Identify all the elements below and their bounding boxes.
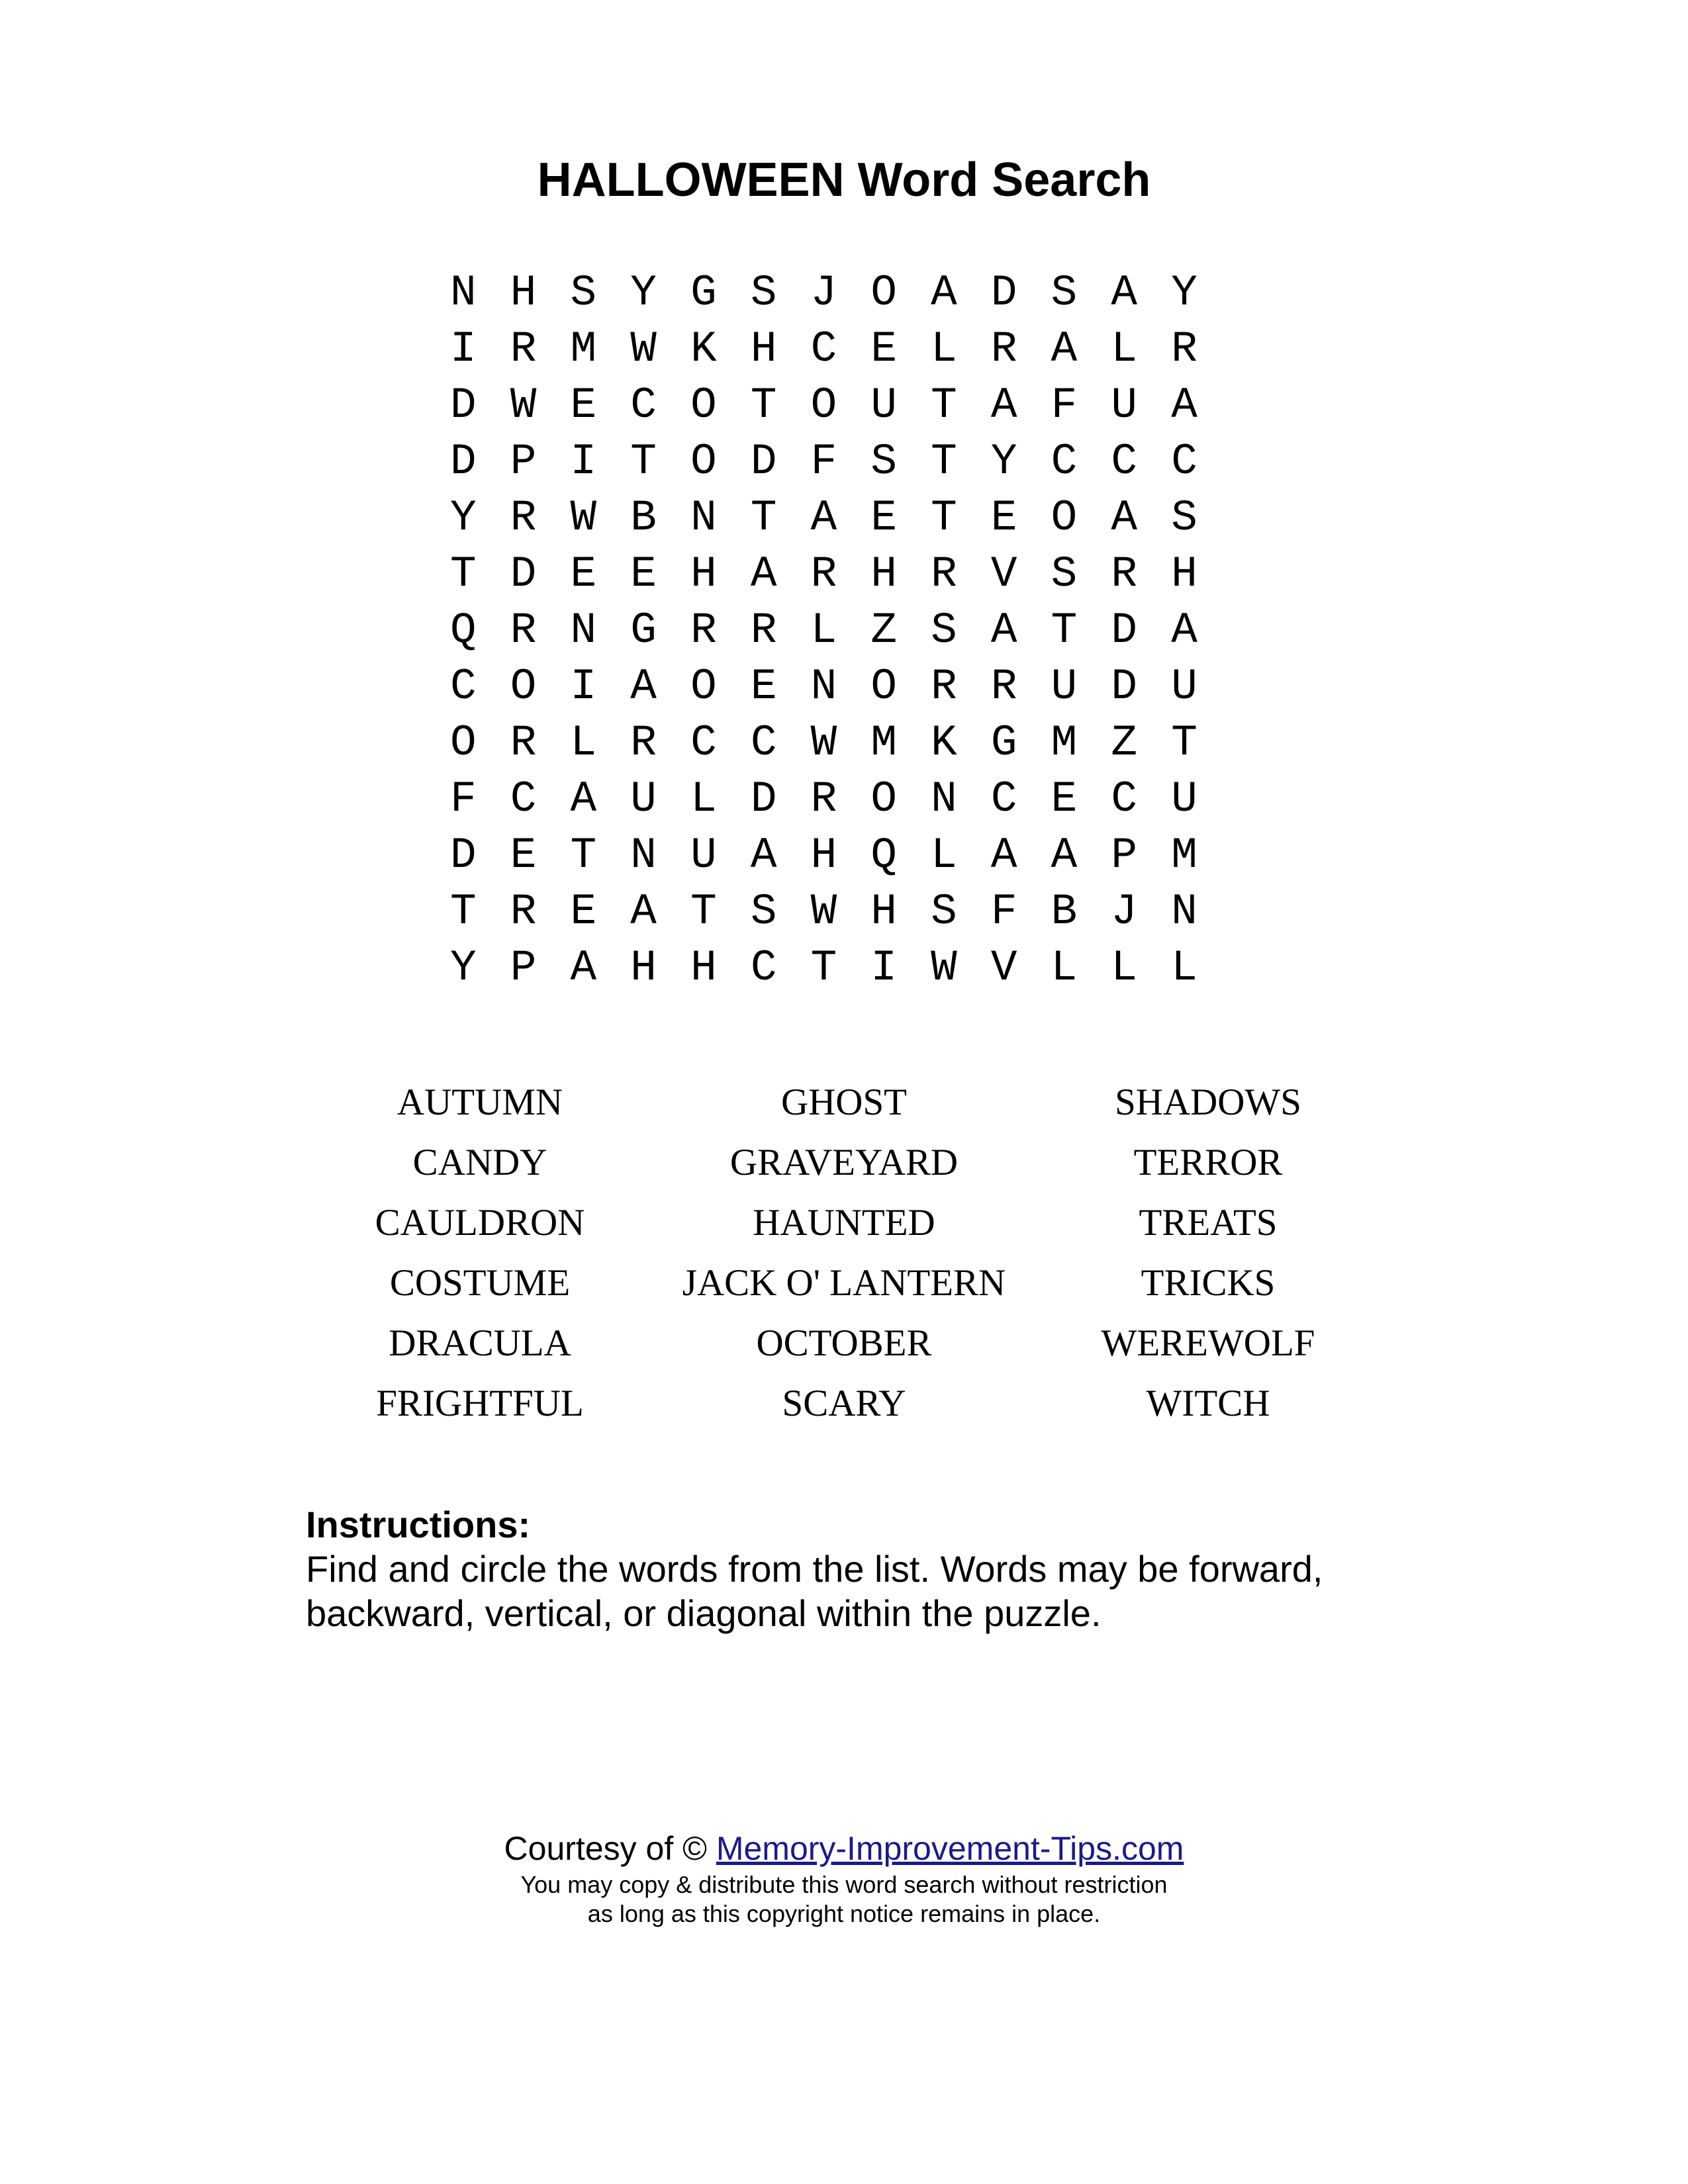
grid-letter: R	[931, 662, 957, 711]
site-link[interactable]: Memory-Improvement-Tips.com	[716, 1830, 1184, 1867]
grid-letter: S	[1051, 268, 1078, 318]
grid-letter: S	[1171, 493, 1197, 543]
grid-letter: H	[750, 324, 777, 374]
grid-letter: R	[690, 606, 717, 655]
grid-letter: H	[870, 549, 897, 599]
grid-letter: W	[510, 381, 537, 430]
grid-letter: E	[630, 549, 657, 599]
grid-letter: A	[630, 887, 657, 936]
grid-letter: W	[810, 718, 837, 768]
grid-letter: C	[1171, 437, 1197, 486]
letter-grid	[450, 265, 1231, 996]
grid-letter: M	[1171, 831, 1197, 880]
grid-letter: Q	[450, 606, 477, 655]
word-item: SCARY	[782, 1383, 906, 1424]
grid-letter: Z	[1111, 718, 1138, 768]
grid-letter: A	[1111, 493, 1138, 543]
word-column	[662, 1072, 1026, 1433]
word-item: GHOST	[780, 1081, 907, 1123]
grid-letter: H	[1171, 549, 1197, 599]
grid-letter: A	[750, 831, 777, 880]
grid-letter: Y	[450, 943, 477, 993]
grid-letter: M	[1051, 718, 1078, 768]
grid-letter: R	[1171, 324, 1197, 374]
grid-letter: L	[690, 774, 717, 824]
grid-letter: W	[630, 324, 657, 374]
grid-letter: L	[1171, 943, 1197, 993]
word-item: CAULDRON	[375, 1202, 585, 1244]
grid-letter: O	[450, 718, 477, 768]
grid-letter: R	[810, 774, 837, 824]
grid-letter: C	[450, 662, 477, 711]
grid-letter: A	[570, 774, 597, 824]
grid-letter: R	[510, 324, 537, 374]
grid-letter: U	[870, 381, 897, 430]
grid-letter: S	[1051, 549, 1078, 599]
grid-letter: I	[450, 324, 477, 374]
grid-letter: S	[750, 268, 777, 318]
grid-letter: P	[510, 437, 537, 486]
grid-letter: N	[690, 493, 717, 543]
word-item: AUTUMN	[397, 1081, 563, 1123]
grid-letter: O	[690, 437, 717, 486]
grid-letter: T	[931, 493, 957, 543]
grid-letter: A	[570, 943, 597, 993]
grid-letter: U	[1051, 662, 1078, 711]
footer	[0, 1827, 1688, 1929]
grid-row	[450, 433, 1231, 490]
grid-letter: N	[630, 831, 657, 880]
grid-letter: A	[1111, 268, 1138, 318]
grid-letter: T	[450, 549, 477, 599]
grid-letter: O	[510, 662, 537, 711]
grid-row	[450, 377, 1231, 433]
grid-letter: S	[570, 268, 597, 318]
grid-letter: O	[870, 662, 897, 711]
copyright-notice: as long as this copyright notice remains in place.	[587, 1900, 1101, 1927]
grid-letter: T	[810, 943, 837, 993]
grid-letter: A	[1051, 324, 1078, 374]
grid-letter: C	[810, 324, 837, 374]
grid-letter: O	[1051, 493, 1078, 543]
grid-letter: R	[931, 549, 957, 599]
grid-letter: T	[690, 887, 717, 936]
grid-letter: C	[1111, 774, 1138, 824]
grid-letter: J	[810, 268, 837, 318]
grid-letter: T	[750, 381, 777, 430]
grid-letter: Y	[630, 268, 657, 318]
grid-row	[450, 715, 1231, 771]
grid-letter: R	[510, 606, 537, 655]
grid-letter: H	[510, 268, 537, 318]
grid-letter: I	[570, 662, 597, 711]
grid-letter: T	[630, 437, 657, 486]
grid-letter: H	[810, 831, 837, 880]
word-item: HAUNTED	[753, 1202, 935, 1244]
grid-letter: O	[870, 268, 897, 318]
word-item: DRACULA	[389, 1322, 571, 1364]
word-column	[1026, 1072, 1390, 1433]
instructions-heading: Instructions:	[306, 1504, 531, 1545]
grid-letter: R	[510, 493, 537, 543]
grid-letter: A	[810, 493, 837, 543]
grid-letter: T	[1051, 606, 1078, 655]
word-item: JACK O' LANTERN	[682, 1262, 1006, 1304]
grid-letter: B	[1051, 887, 1078, 936]
grid-letter: A	[1051, 831, 1078, 880]
grid-letter: T	[1171, 718, 1197, 768]
grid-letter: G	[690, 268, 717, 318]
grid-letter: A	[1171, 606, 1197, 655]
grid-letter: O	[810, 381, 837, 430]
grid-letter: D	[1111, 662, 1138, 711]
grid-letter: B	[630, 493, 657, 543]
grid-letter: D	[450, 831, 477, 880]
grid-letter: M	[570, 324, 597, 374]
grid-letter: M	[870, 718, 897, 768]
grid-letter: T	[450, 887, 477, 936]
grid-letter: H	[630, 943, 657, 993]
grid-letter: L	[1111, 324, 1138, 374]
grid-letter: F	[1051, 381, 1078, 430]
grid-letter: Z	[870, 606, 897, 655]
grid-letter: W	[570, 493, 597, 543]
grid-letter: E	[870, 324, 897, 374]
grid-letter: E	[510, 831, 537, 880]
grid-letter: Y	[990, 437, 1017, 486]
grid-letter: H	[870, 887, 897, 936]
grid-letter: O	[870, 774, 897, 824]
grid-letter: L	[1111, 943, 1138, 993]
word-item: SHADOWS	[1115, 1081, 1301, 1123]
grid-letter: U	[1171, 662, 1197, 711]
grid-letter: U	[690, 831, 717, 880]
grid-letter: Y	[450, 493, 477, 543]
instructions-line: Find and circle the words from the list. Words may be forward,	[306, 1548, 1323, 1590]
grid-letter: A	[931, 268, 957, 318]
grid-letter: Y	[1171, 268, 1197, 318]
grid-letter: R	[630, 718, 657, 768]
grid-letter: C	[750, 943, 777, 993]
grid-letter: C	[990, 774, 1017, 824]
grid-letter: A	[990, 606, 1017, 655]
grid-letter: V	[990, 549, 1017, 599]
word-item: FRIGHTFUL	[376, 1383, 584, 1424]
grid-letter: R	[990, 324, 1017, 374]
grid-letter: A	[630, 662, 657, 711]
grid-letter: L	[931, 324, 957, 374]
copyright-notice: You may copy & distribute this word search without restriction	[520, 1871, 1168, 1898]
grid-letter: F	[810, 437, 837, 486]
grid-letter: I	[870, 943, 897, 993]
grid-letter: E	[1051, 774, 1078, 824]
word-item: CANDY	[412, 1142, 547, 1183]
grid-letter: N	[450, 268, 477, 318]
grid-letter: C	[630, 381, 657, 430]
grid-letter: K	[931, 718, 957, 768]
grid-row	[450, 940, 1231, 996]
grid-letter: L	[570, 718, 597, 768]
word-item: COSTUME	[389, 1262, 571, 1304]
grid-letter: U	[1111, 381, 1138, 430]
grid-letter: T	[750, 493, 777, 543]
grid-letter: S	[750, 887, 777, 936]
grid-letter: N	[570, 606, 597, 655]
grid-letter: J	[1111, 887, 1138, 936]
grid-letter: K	[690, 324, 717, 374]
grid-letter: G	[630, 606, 657, 655]
grid-letter: S	[931, 887, 957, 936]
grid-letter: D	[990, 268, 1017, 318]
grid-letter: D	[750, 437, 777, 486]
grid-letter: R	[810, 549, 837, 599]
grid-letter: C	[1051, 437, 1078, 486]
grid-letter: R	[990, 662, 1017, 711]
grid-letter: E	[570, 549, 597, 599]
grid-row	[450, 490, 1231, 546]
word-item: GRAVEYARD	[729, 1142, 959, 1183]
courtesy-line	[0, 1827, 1688, 1870]
word-item: TREATS	[1139, 1202, 1278, 1244]
grid-letter: I	[570, 437, 597, 486]
grid-letter: F	[990, 887, 1017, 936]
grid-letter: C	[510, 774, 537, 824]
grid-letter: L	[810, 606, 837, 655]
grid-letter: S	[931, 606, 957, 655]
grid-letter: U	[1171, 774, 1197, 824]
grid-row	[450, 659, 1231, 715]
grid-letter: F	[450, 774, 477, 824]
grid-letter: Q	[870, 831, 897, 880]
grid-letter: R	[1111, 549, 1138, 599]
grid-row	[450, 884, 1231, 940]
grid-row	[450, 827, 1231, 884]
grid-letter: R	[750, 606, 777, 655]
instructions	[306, 1502, 1431, 1635]
word-item: TERROR	[1133, 1142, 1283, 1183]
grid-letter: H	[690, 943, 717, 993]
grid-letter: O	[690, 662, 717, 711]
page-title: HALLOWEEN Word Search	[537, 154, 1151, 206]
grid-letter: E	[870, 493, 897, 543]
grid-row	[450, 321, 1231, 377]
courtesy-prefix: Courtesy of ©	[504, 1830, 716, 1867]
grid-letter: C	[1111, 437, 1138, 486]
grid-letter: R	[510, 718, 537, 768]
grid-letter: V	[990, 943, 1017, 993]
word-item: TRICKS	[1141, 1262, 1276, 1304]
grid-row	[450, 265, 1231, 321]
grid-letter: G	[990, 718, 1017, 768]
grid-row	[450, 546, 1231, 602]
grid-letter: U	[630, 774, 657, 824]
grid-row	[450, 771, 1231, 827]
grid-letter: N	[931, 774, 957, 824]
grid-row	[450, 602, 1231, 659]
grid-letter: A	[1171, 381, 1197, 430]
grid-letter: R	[510, 887, 537, 936]
grid-letter: D	[1111, 606, 1138, 655]
grid-letter: N	[810, 662, 837, 711]
word-column	[298, 1072, 662, 1433]
grid-letter: W	[931, 943, 957, 993]
grid-letter: E	[750, 662, 777, 711]
word-list	[298, 1072, 1390, 1433]
grid-letter: D	[450, 437, 477, 486]
grid-letter: D	[450, 381, 477, 430]
grid-letter: L	[931, 831, 957, 880]
grid-letter: A	[990, 381, 1017, 430]
grid-letter: L	[1051, 943, 1078, 993]
grid-letter: T	[931, 381, 957, 430]
grid-letter: C	[750, 718, 777, 768]
instructions-line: backward, vertical, or diagonal within the puzzle.	[306, 1592, 1102, 1634]
grid-letter: E	[990, 493, 1017, 543]
grid-letter: D	[750, 774, 777, 824]
grid-letter: O	[690, 381, 717, 430]
word-item: WEREWOLF	[1101, 1322, 1315, 1364]
grid-letter: E	[570, 887, 597, 936]
grid-letter: A	[990, 831, 1017, 880]
grid-letter: N	[1171, 887, 1197, 936]
grid-letter: T	[570, 831, 597, 880]
word-item: OCTOBER	[756, 1322, 932, 1364]
grid-letter: D	[510, 549, 537, 599]
grid-letter: S	[870, 437, 897, 486]
grid-letter: P	[1111, 831, 1138, 880]
grid-letter: H	[690, 549, 717, 599]
grid-letter: C	[690, 718, 717, 768]
word-item: WITCH	[1146, 1383, 1270, 1424]
grid-letter: A	[750, 549, 777, 599]
grid-letter: T	[931, 437, 957, 486]
grid-letter: P	[510, 943, 537, 993]
grid-letter: E	[570, 381, 597, 430]
grid-letter: W	[810, 887, 837, 936]
